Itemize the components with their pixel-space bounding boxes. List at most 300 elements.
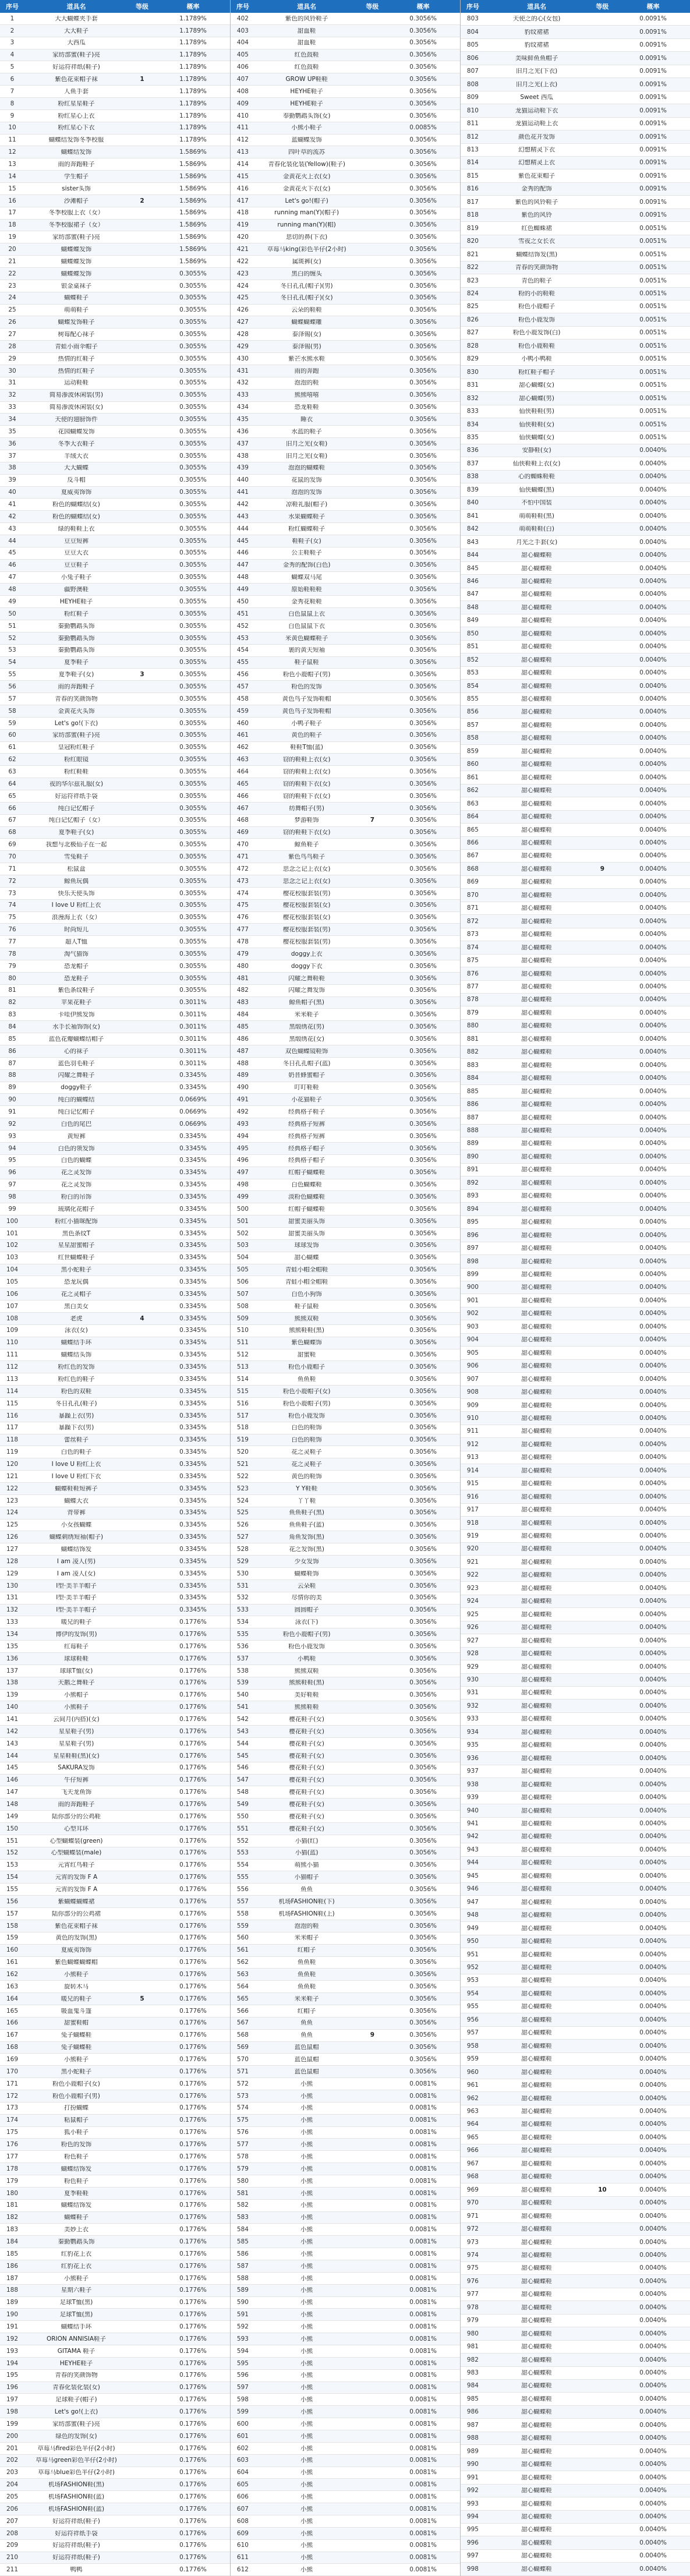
item-name: 粉的小的鞋鞋 <box>518 290 555 297</box>
item-name: 花之灵发饰 <box>61 1182 92 1188</box>
row-index: 560 <box>236 1935 249 1941</box>
item-probability: 0.3056% <box>409 1995 437 2002</box>
item-name: 花之灵鞋子 <box>291 1461 322 1468</box>
table-row <box>0 2418 230 2430</box>
row-index: 570 <box>236 2056 249 2063</box>
row-index: 543 <box>236 1728 249 1735</box>
item-probability: 1.1789% <box>179 125 207 131</box>
table-row <box>231 572 460 584</box>
item-name: 甜心蝴蝶鞋 <box>521 2344 552 2350</box>
row-index: 155 <box>6 1886 19 1893</box>
table-row <box>0 207 230 220</box>
item-probability: 0.3345% <box>179 1437 207 1443</box>
table-row <box>461 2550 690 2563</box>
row-index: 154 <box>6 1874 19 1881</box>
item-name: 粉红鞋子帽子 <box>518 369 555 376</box>
item-name: 暖兄的鞋子 <box>61 1619 92 1626</box>
item-probability: 0.3056% <box>409 1619 437 1626</box>
item-probability: 0.0040% <box>639 473 667 480</box>
item-name: 足球T恤(黑) <box>59 2299 93 2306</box>
table-row <box>461 313 690 326</box>
row-index: 177 <box>6 2153 19 2160</box>
table-row <box>231 1775 460 1787</box>
item-probability: 0.0040% <box>639 460 667 467</box>
row-index: 503 <box>236 1242 249 1249</box>
row-index: 70 <box>8 853 16 860</box>
item-name: 兔子蝴蝶鞋 <box>61 2044 92 2051</box>
table-row <box>0 1665 230 1677</box>
table-row <box>461 1150 690 1163</box>
table-row <box>0 2054 230 2066</box>
table-row <box>231 462 460 475</box>
item-name: 小熊鞋子 <box>64 2056 89 2063</box>
row-index: 925 <box>466 1611 479 1618</box>
item-name: 窃的鞋鞋上衣(女) <box>282 757 331 763</box>
item-probability: 0.0091% <box>639 212 667 218</box>
item-name: 青蛙小帽全帽鞋 <box>285 1279 328 1285</box>
row-index: 603 <box>236 2457 249 2464</box>
item-probability: 0.0040% <box>639 1520 667 1526</box>
row-index: 808 <box>466 81 479 88</box>
row-index: 913 <box>466 1454 479 1461</box>
item-name: 人鱼手套 <box>64 88 89 95</box>
row-index: 832 <box>466 395 479 402</box>
row-index: 525 <box>236 1510 249 1516</box>
table-row <box>231 1713 460 1726</box>
item-name: 秦勤鹦鹉头饰 <box>58 623 95 630</box>
item-probability: 0.3011% <box>179 1024 207 1030</box>
table-row <box>0 146 230 158</box>
item-probability: 0.0040% <box>639 591 667 598</box>
item-name: 白色蝴蝶鞋 <box>291 1182 322 1188</box>
row-index: 505 <box>236 1267 249 1273</box>
item-name: 暴躁下衣(男) <box>58 1425 94 1431</box>
item-probability: 0.0081% <box>409 2080 437 2087</box>
table-row <box>461 130 690 143</box>
table-row <box>0 37 230 50</box>
table-row <box>0 1021 230 1033</box>
table-row <box>461 1504 690 1517</box>
table-row <box>231 669 460 681</box>
item-probability: 0.0040% <box>639 2200 667 2206</box>
item-name: 蝴蝶结头饰 <box>61 1352 92 1358</box>
item-probability: 0.3345% <box>179 1485 207 1492</box>
table-row <box>461 405 690 418</box>
item-probability: 0.1776% <box>179 2433 207 2440</box>
row-index: 911 <box>466 1428 479 1434</box>
table-row <box>231 863 460 875</box>
row-index: 582 <box>236 2202 249 2208</box>
item-name: 粉红鞋子 <box>64 610 89 617</box>
item-probability: 0.3056% <box>409 1012 437 1018</box>
table-row <box>231 2127 460 2139</box>
table-row <box>461 209 690 222</box>
row-index: 884 <box>466 1075 479 1082</box>
row-index: 937 <box>466 1768 479 1775</box>
item-probability: 0.0040% <box>639 2539 667 2546</box>
table-row <box>231 1422 460 1434</box>
item-probability: 0.3055% <box>179 343 207 350</box>
table-row <box>461 2485 690 2497</box>
table-row <box>231 1483 460 1495</box>
table-row <box>0 73 230 86</box>
table-row <box>0 2394 230 2406</box>
item-probability: 0.3056% <box>409 1230 437 1237</box>
item-name: 小熊 <box>300 2153 313 2160</box>
item-name: 星星鞋子(男) <box>58 1728 94 1735</box>
item-name: 暖兄的鞋子 <box>61 1995 92 2002</box>
row-index: 168 <box>6 2044 19 2051</box>
item-name: 黑小蛇鞋子 <box>61 2068 92 2075</box>
item-name: 甜心蝴蝶鞋 <box>521 1402 552 1408</box>
table-row <box>231 1835 460 1847</box>
item-name: 甜心蝴蝶鞋 <box>521 1140 552 1147</box>
item-probability: 0.3056% <box>409 295 437 301</box>
item-probability: 0.1776% <box>179 1935 207 1941</box>
item-name: 天使的翅膀饰件 <box>55 416 98 423</box>
row-index: 59 <box>8 720 16 727</box>
table-row <box>231 839 460 851</box>
table-row <box>231 1240 460 1252</box>
table-row <box>231 1398 460 1410</box>
item-name: 红帽子 <box>297 2008 316 2015</box>
item-probability: 0.0091% <box>639 160 667 166</box>
table-row <box>231 499 460 511</box>
item-name: 小花猫鞋子 <box>291 1097 322 1103</box>
row-index: 880 <box>466 1023 479 1029</box>
item-probability: 0.3055% <box>179 623 207 630</box>
row-index: 895 <box>466 1219 479 1225</box>
row-index: 110 <box>6 1340 19 1346</box>
row-index: 550 <box>236 1813 249 1820</box>
item-name: 樱花鞋子(女) <box>289 1777 325 1783</box>
item-name: 甜心蝴蝶鞋 <box>521 1872 552 1879</box>
table-row <box>461 1046 690 1059</box>
table-row <box>461 288 690 301</box>
table-row <box>231 547 460 560</box>
item-name: 甜心蝴蝶鞋 <box>521 1441 552 1448</box>
table-row <box>231 1446 460 1458</box>
item-probability: 0.3056% <box>409 465 437 471</box>
row-index: 529 <box>236 1558 249 1565</box>
item-probability: 0.3055% <box>179 307 207 313</box>
item-name: 甜心蝴蝶鞋 <box>521 2213 552 2220</box>
item-probability: 1.5869% <box>179 161 207 168</box>
row-index: 544 <box>236 1740 249 1747</box>
item-name: 冬日孔孔(帽子)(男) <box>280 282 333 289</box>
table-row <box>0 2042 230 2054</box>
table-row <box>231 730 460 742</box>
item-probability: 0.1776% <box>179 2275 207 2282</box>
table-row <box>231 718 460 730</box>
item-probability: 0.0085% <box>409 125 437 131</box>
item-name: 红豹花上衣 <box>61 2263 92 2270</box>
table-row <box>0 803 230 815</box>
table-row <box>231 2491 460 2503</box>
item-name: 小熊 <box>300 2518 313 2525</box>
table-row <box>461 1648 690 1660</box>
item-probability: 0.1776% <box>179 2445 207 2452</box>
table-row <box>231 632 460 645</box>
header-level: 等级 <box>136 3 148 10</box>
item-name: 叮叮鞋鞋 <box>294 1084 319 1091</box>
item-probability: 0.3056% <box>409 1655 437 1662</box>
item-name: 窃的鞋鞋下衣(女) <box>282 780 331 787</box>
table-row <box>461 1438 690 1451</box>
item-name: 甜心蝴蝶鞋 <box>521 2474 552 2481</box>
row-index: 137 <box>6 1667 19 1674</box>
item-name: 粉色小鹿发饰(白) <box>512 330 561 336</box>
row-index: 33 <box>8 404 16 411</box>
item-name: 甜心蝴蝶鞋 <box>521 1912 552 1918</box>
table-row <box>461 2301 690 2314</box>
row-index: 1 <box>10 15 15 22</box>
table-row <box>231 438 460 450</box>
item-probability: 0.0081% <box>409 2142 437 2148</box>
table-row <box>0 1434 230 1447</box>
table-row <box>0 778 230 790</box>
item-probability: 0.0040% <box>639 604 667 611</box>
item-probability: 0.3056% <box>409 319 437 326</box>
item-name: 小熊鞋子 <box>64 1704 89 1711</box>
item-name: 甜心蝴蝶鞋 <box>521 984 552 990</box>
row-index: 109 <box>6 1327 19 1334</box>
item-probability: 0.3056% <box>409 1303 437 1310</box>
header-level: 等级 <box>366 3 379 10</box>
table-row <box>231 815 460 827</box>
item-probability: 0.0040% <box>639 513 667 520</box>
row-index: 833 <box>466 408 479 415</box>
table-row <box>231 2418 460 2430</box>
row-index: 32 <box>8 392 16 398</box>
table-row <box>461 13 690 26</box>
table-row <box>0 1337 230 1349</box>
table-row <box>461 379 690 392</box>
table-row <box>461 941 690 954</box>
item-probability: 0.3345% <box>179 1352 207 1358</box>
table-row <box>0 122 230 135</box>
item-probability: 0.0040% <box>639 865 667 872</box>
row-index: 994 <box>466 2514 479 2520</box>
row-index: 453 <box>236 635 249 641</box>
row-index: 164 <box>6 1995 19 2002</box>
row-index: 881 <box>466 1036 479 1043</box>
item-name: 窃的鞋鞋下衣(女) <box>282 793 331 800</box>
table-row <box>231 1738 460 1750</box>
item-name: 甜心蝴蝶鞋 <box>521 1480 552 1487</box>
item-name: GITAMA 鞋子 <box>57 2348 95 2355</box>
item-name: 小熊 <box>300 2080 313 2087</box>
item-name: 粉红星心上衣 <box>58 112 95 119</box>
row-index: 920 <box>466 1546 479 1552</box>
header-idx: 序号 <box>6 3 19 10</box>
table-row <box>0 1786 230 1798</box>
table-row <box>461 1831 690 1843</box>
row-index: 846 <box>466 578 479 585</box>
row-index: 812 <box>466 133 479 140</box>
item-probability: 0.0081% <box>409 2518 437 2525</box>
table-row <box>0 2212 230 2224</box>
row-index: 542 <box>236 1716 249 1723</box>
table-row <box>0 1203 230 1215</box>
table-row <box>0 742 230 754</box>
row-index: 438 <box>236 453 249 460</box>
table-row <box>231 231 460 243</box>
item-probability: 0.1776% <box>179 2518 207 2525</box>
item-name: HEYHE鞋子 <box>59 2360 93 2367</box>
row-index: 434 <box>236 404 249 411</box>
row-index: 169 <box>6 2056 19 2063</box>
table-row <box>461 1399 690 1412</box>
table-row <box>461 52 690 65</box>
row-index: 429 <box>236 343 249 350</box>
item-name: 秦勤鹦鹉头饰 <box>58 2238 95 2245</box>
item-probability: 0.3345% <box>179 1255 207 1261</box>
row-index: 509 <box>236 1315 249 1322</box>
item-probability: 0.3055% <box>179 489 207 496</box>
table-row <box>0 827 230 839</box>
item-name: 甜心蝴蝶鞋 <box>521 931 552 938</box>
item-name: 卡哇伊熊发饰 <box>58 1012 95 1018</box>
row-index: 956 <box>466 2016 479 2023</box>
item-probability: 0.0040% <box>639 1193 667 1199</box>
table-row <box>461 627 690 640</box>
table-row <box>231 596 460 608</box>
row-index: 410 <box>236 112 249 119</box>
table-row <box>231 1252 460 1264</box>
item-probability: 0.1776% <box>179 1850 207 1856</box>
item-name: 鱼鱼鞋 <box>297 1959 316 1966</box>
item-probability: 0.3345% <box>179 1412 207 1419</box>
item-name: 金黄花火上衣(女) <box>282 173 331 180</box>
table-row <box>231 1155 460 1167</box>
table-row <box>0 1981 230 1993</box>
item-probability: 0.0669% <box>179 1097 207 1103</box>
table-row <box>231 924 460 936</box>
table-row <box>231 1993 460 2005</box>
table-row <box>461 614 690 627</box>
item-probability: 0.0040% <box>639 2409 667 2415</box>
item-probability: 0.0081% <box>409 2202 437 2208</box>
item-name: 甜心蝴蝶鞋 <box>521 2526 552 2533</box>
row-index: 508 <box>236 1303 249 1310</box>
item-name: 时尚短儿 <box>64 927 89 933</box>
item-name: 甜心蝴蝶鞋 <box>521 722 552 729</box>
row-index: 414 <box>236 161 249 168</box>
item-probability: 0.0081% <box>409 2567 437 2573</box>
item-name: 小熊 <box>300 2227 313 2233</box>
item-probability: 0.3056% <box>409 380 437 386</box>
table-row <box>0 2175 230 2188</box>
table-row <box>231 742 460 754</box>
row-index: 77 <box>8 938 16 945</box>
item-probability: 0.3056% <box>409 610 437 617</box>
item-name: 甜心蝴蝶鞋 <box>521 1833 552 1840</box>
item-name: 甜心蝴蝶鞋 <box>521 1742 552 1748</box>
row-index: 856 <box>466 709 479 715</box>
row-index: 19 <box>8 234 16 241</box>
table-row <box>231 1957 460 1969</box>
item-name: 花之灵帽子 <box>61 1291 92 1298</box>
item-probability: 0.1776% <box>179 2312 207 2318</box>
item-name: 小熊 <box>300 2420 313 2427</box>
item-probability: 0.0040% <box>639 1219 667 1225</box>
table-row <box>231 1896 460 1908</box>
item-probability: 0.0040% <box>639 1245 667 1252</box>
item-name: 蝴蝶蝶发饰 <box>61 270 92 277</box>
item-probability: 0.3055% <box>179 368 207 374</box>
item-name: 紫芒水熊水鞋 <box>288 355 325 362</box>
item-probability: 0.3056% <box>409 100 437 107</box>
item-probability: 0.3055% <box>179 610 207 617</box>
item-probability: 0.0040% <box>639 1310 667 1317</box>
row-index: 156 <box>6 1898 19 1905</box>
table-row <box>0 936 230 948</box>
row-index: 853 <box>466 670 479 676</box>
row-index: 863 <box>466 800 479 807</box>
table-row <box>231 1458 460 1471</box>
row-index: 202 <box>6 2457 19 2464</box>
item-probability: 0.3056% <box>409 489 437 496</box>
item-probability: 0.3056% <box>409 1534 437 1540</box>
item-probability: 0.3056% <box>409 720 437 727</box>
item-name: 甜心蝴蝶鞋 <box>521 2160 552 2167</box>
row-index: 130 <box>6 1582 19 1589</box>
item-name: 甜心蝴蝶鞋 <box>521 2030 552 2036</box>
item-probability: 0.1776% <box>179 2020 207 2026</box>
table-panel-1 <box>0 0 230 2576</box>
item-name: 沙滩帽子 <box>64 197 89 204</box>
item-probability: 0.3056% <box>409 1874 437 1881</box>
table-row <box>0 1520 230 1532</box>
item-name: 金秀花鞋鞋 <box>291 598 322 605</box>
item-name: 甜心蝴蝶鞋 <box>521 1964 552 1971</box>
row-index: 176 <box>6 2142 19 2148</box>
item-probability: 0.0040% <box>639 1938 667 1945</box>
row-index: 589 <box>236 2287 249 2294</box>
table-row <box>461 1569 690 1582</box>
row-index: 30 <box>8 368 16 374</box>
row-index: 819 <box>466 225 479 232</box>
table-row <box>231 1798 460 1811</box>
table-row <box>231 1215 460 1228</box>
table-row <box>231 353 460 365</box>
row-index: 186 <box>6 2263 19 2270</box>
item-name: I love U 粉红下衣 <box>51 1473 101 1480</box>
row-index: 839 <box>466 486 479 493</box>
table-row <box>231 2017 460 2030</box>
item-name: 心型蝴蝶装(green) <box>49 1838 103 1844</box>
item-probability: 0.0040% <box>639 1611 667 1618</box>
row-index: 193 <box>6 2348 19 2355</box>
table-row <box>0 402 230 414</box>
row-index: 829 <box>466 356 479 362</box>
item-probability: 0.3056% <box>409 246 437 253</box>
item-probability: 0.3056% <box>409 1777 437 1783</box>
table-row <box>0 280 230 292</box>
table-row <box>0 730 230 742</box>
item-name: 粉红鞋鞋 <box>64 768 89 775</box>
item-name: 甜心蝴蝶鞋 <box>521 2383 552 2389</box>
item-name: 甜心蝴蝶鞋 <box>521 1179 552 1186</box>
item-name: 雨的奔跑鞋子 <box>58 1801 95 1808</box>
item-name: 经典格子短裤 <box>288 1121 325 1128</box>
item-probability: 0.3056% <box>409 1728 437 1735</box>
row-index: 468 <box>236 817 249 824</box>
item-probability: 0.0040% <box>639 774 667 781</box>
item-name: 甜心蝴蝶鞋 <box>521 696 552 702</box>
table-row <box>0 669 230 681</box>
